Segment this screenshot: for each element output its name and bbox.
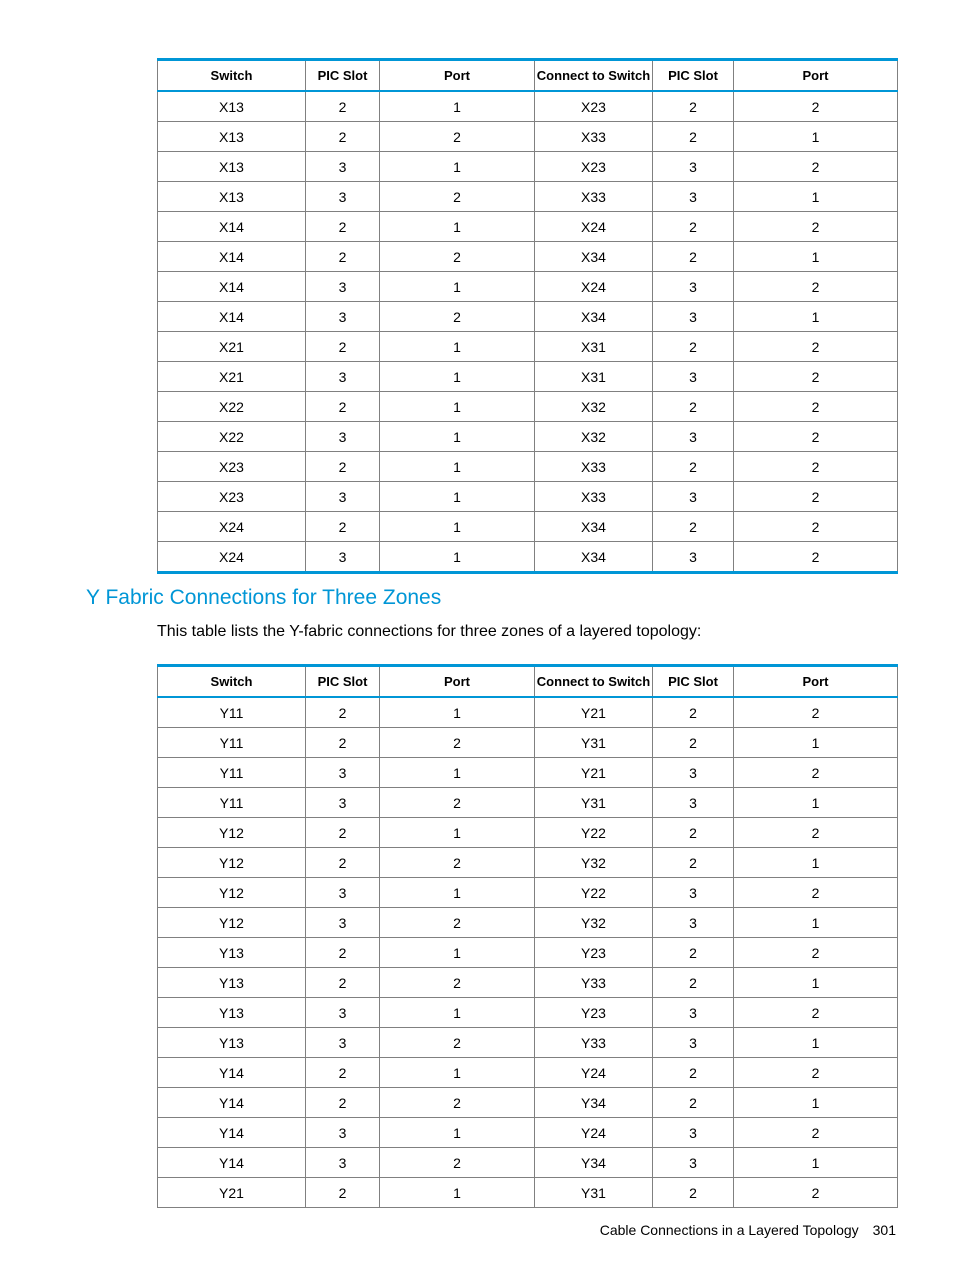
cell-pic-slot: 3 (306, 1118, 380, 1148)
cell-port: 1 (380, 1058, 535, 1088)
cell-switch: Y21 (158, 1178, 306, 1208)
table-row (158, 362, 898, 392)
col-header-port: Port (380, 666, 535, 698)
cell-switch: Y11 (158, 728, 306, 758)
cell-port: 1 (380, 758, 535, 788)
cell-connect-port: 2 (734, 512, 898, 542)
col-header-pic-slot: PIC Slot (306, 60, 380, 92)
cell-connect-pic-slot: 2 (653, 392, 734, 422)
cell-connect-pic-slot: 3 (653, 998, 734, 1028)
cell-pic-slot: 2 (306, 122, 380, 152)
cell-connect-port: 2 (734, 758, 898, 788)
cell-pic-slot: 3 (306, 998, 380, 1028)
cell-connect-switch: Y21 (535, 697, 653, 728)
cell-port: 2 (380, 122, 535, 152)
cell-pic-slot: 3 (306, 758, 380, 788)
cell-pic-slot: 3 (306, 788, 380, 818)
table-row (158, 91, 898, 122)
cell-switch: Y12 (158, 878, 306, 908)
cell-connect-pic-slot: 2 (653, 968, 734, 998)
cell-connect-pic-slot: 2 (653, 91, 734, 122)
cell-pic-slot: 3 (306, 422, 380, 452)
cell-pic-slot: 2 (306, 728, 380, 758)
cell-switch: Y11 (158, 788, 306, 818)
cell-port: 1 (380, 332, 535, 362)
cell-connect-port: 1 (734, 1088, 898, 1118)
cell-connect-pic-slot: 2 (653, 728, 734, 758)
table-row (158, 878, 898, 908)
cell-switch: X23 (158, 452, 306, 482)
table-row (158, 818, 898, 848)
cell-pic-slot: 2 (306, 212, 380, 242)
col-header-connect-to-switch: Connect to Switch (535, 666, 653, 698)
cell-connect-pic-slot: 3 (653, 758, 734, 788)
table-row (158, 272, 898, 302)
cell-port: 1 (380, 392, 535, 422)
cell-switch: Y13 (158, 938, 306, 968)
cell-port: 1 (380, 482, 535, 512)
page-number: 301 (872, 1222, 896, 1238)
table-row (158, 697, 898, 728)
cell-connect-switch: Y31 (535, 788, 653, 818)
table-row (158, 788, 898, 818)
cell-switch: X14 (158, 212, 306, 242)
cell-connect-port: 2 (734, 697, 898, 728)
cell-switch: X24 (158, 512, 306, 542)
cell-connect-pic-slot: 2 (653, 242, 734, 272)
col-header-connect-pic-slot: PIC Slot (653, 666, 734, 698)
cell-connect-switch: X34 (535, 542, 653, 573)
cell-connect-pic-slot: 3 (653, 422, 734, 452)
cell-pic-slot: 3 (306, 182, 380, 212)
cell-connect-switch: X23 (535, 152, 653, 182)
table-row (158, 1118, 898, 1148)
cell-connect-port: 2 (734, 878, 898, 908)
cell-connect-switch: X32 (535, 422, 653, 452)
cell-port: 2 (380, 968, 535, 998)
cell-connect-port: 2 (734, 91, 898, 122)
cell-connect-pic-slot: 2 (653, 938, 734, 968)
cell-switch: Y11 (158, 758, 306, 788)
cell-port: 2 (380, 182, 535, 212)
cell-port: 1 (380, 212, 535, 242)
table-row (158, 938, 898, 968)
cell-connect-pic-slot: 3 (653, 1148, 734, 1178)
cell-connect-port: 1 (734, 1148, 898, 1178)
table-row (158, 482, 898, 512)
cell-pic-slot: 2 (306, 968, 380, 998)
cell-connect-pic-slot: 3 (653, 788, 734, 818)
cell-pic-slot: 2 (306, 1178, 380, 1208)
cell-switch: X24 (158, 542, 306, 573)
cell-port: 1 (380, 878, 535, 908)
cell-connect-switch: Y34 (535, 1148, 653, 1178)
cell-switch: X21 (158, 332, 306, 362)
cell-switch: X13 (158, 182, 306, 212)
cell-connect-port: 2 (734, 818, 898, 848)
cell-connect-switch: Y23 (535, 998, 653, 1028)
cell-port: 1 (380, 272, 535, 302)
cell-connect-port: 2 (734, 482, 898, 512)
cell-pic-slot: 3 (306, 362, 380, 392)
cell-connect-port: 2 (734, 212, 898, 242)
cell-connect-switch: X33 (535, 482, 653, 512)
cell-pic-slot: 2 (306, 452, 380, 482)
cell-port: 1 (380, 452, 535, 482)
cell-switch: X14 (158, 272, 306, 302)
x-table-body (158, 91, 898, 573)
cell-connect-pic-slot: 3 (653, 908, 734, 938)
cell-port: 1 (380, 998, 535, 1028)
cell-connect-pic-slot: 2 (653, 512, 734, 542)
cell-connect-pic-slot: 2 (653, 818, 734, 848)
table-row (158, 1028, 898, 1058)
cell-connect-port: 2 (734, 542, 898, 573)
cell-connect-switch: Y24 (535, 1058, 653, 1088)
cell-port: 2 (380, 302, 535, 332)
table-row (158, 152, 898, 182)
cell-port: 1 (380, 362, 535, 392)
cell-pic-slot: 2 (306, 1088, 380, 1118)
section-intro: This table lists the Y-fabric connections for three zones of a layered topology: (157, 623, 702, 640)
cell-port: 2 (380, 1028, 535, 1058)
cell-switch: X22 (158, 392, 306, 422)
table-row (158, 392, 898, 422)
col-header-connect-port: Port (734, 666, 898, 698)
cell-connect-port: 2 (734, 938, 898, 968)
cell-switch: Y14 (158, 1088, 306, 1118)
cell-connect-pic-slot: 3 (653, 152, 734, 182)
cell-port: 1 (380, 512, 535, 542)
cell-connect-switch: Y23 (535, 938, 653, 968)
cell-pic-slot: 3 (306, 1148, 380, 1178)
cell-connect-port: 2 (734, 1178, 898, 1208)
cell-connect-pic-slot: 2 (653, 452, 734, 482)
table-row (158, 758, 898, 788)
cell-connect-switch: Y22 (535, 878, 653, 908)
cell-connect-port: 1 (734, 848, 898, 878)
table-row (158, 212, 898, 242)
cell-connect-switch: X34 (535, 242, 653, 272)
cell-port: 2 (380, 1088, 535, 1118)
cell-switch: Y13 (158, 1028, 306, 1058)
page-footer (600, 1222, 896, 1238)
cell-connect-switch: Y31 (535, 728, 653, 758)
cell-connect-pic-slot: 3 (653, 1028, 734, 1058)
table-row (158, 542, 898, 573)
cell-connect-port: 2 (734, 1118, 898, 1148)
cell-connect-pic-slot: 3 (653, 482, 734, 512)
cell-connect-pic-slot: 2 (653, 848, 734, 878)
cell-connect-port: 1 (734, 1028, 898, 1058)
cell-pic-slot: 2 (306, 332, 380, 362)
cell-connect-pic-slot: 2 (653, 697, 734, 728)
cell-connect-port: 2 (734, 392, 898, 422)
col-header-switch: Switch (158, 60, 306, 92)
cell-connect-switch: Y21 (535, 758, 653, 788)
cell-connect-pic-slot: 3 (653, 1118, 734, 1148)
table-row (158, 1148, 898, 1178)
cell-port: 2 (380, 728, 535, 758)
cell-port: 2 (380, 1148, 535, 1178)
table-header-row (158, 60, 898, 92)
cell-connect-switch: X33 (535, 452, 653, 482)
cell-connect-pic-slot: 3 (653, 362, 734, 392)
cell-connect-pic-slot: 2 (653, 1178, 734, 1208)
cell-port: 2 (380, 908, 535, 938)
cell-port: 1 (380, 152, 535, 182)
cell-connect-port: 1 (734, 968, 898, 998)
cell-port: 1 (380, 697, 535, 728)
cell-connect-switch: X31 (535, 332, 653, 362)
cell-pic-slot: 3 (306, 482, 380, 512)
cell-connect-switch: Y24 (535, 1118, 653, 1148)
cell-connect-port: 1 (734, 728, 898, 758)
cell-switch: Y12 (158, 818, 306, 848)
cell-connect-port: 2 (734, 362, 898, 392)
cell-connect-switch: X31 (535, 362, 653, 392)
cell-connect-pic-slot: 3 (653, 878, 734, 908)
cell-switch: X14 (158, 302, 306, 332)
cell-pic-slot: 3 (306, 878, 380, 908)
cell-switch: X23 (158, 482, 306, 512)
cell-pic-slot: 2 (306, 242, 380, 272)
cell-connect-switch: Y32 (535, 908, 653, 938)
cell-pic-slot: 2 (306, 697, 380, 728)
cell-connect-switch: X33 (535, 182, 653, 212)
cell-port: 1 (380, 1178, 535, 1208)
cell-switch: X14 (158, 242, 306, 272)
table-row (158, 302, 898, 332)
cell-connect-port: 2 (734, 998, 898, 1028)
cell-pic-slot: 2 (306, 392, 380, 422)
cell-switch: Y13 (158, 968, 306, 998)
table-row (158, 122, 898, 152)
col-header-switch: Switch (158, 666, 306, 698)
cell-port: 1 (380, 422, 535, 452)
cell-connect-port: 1 (734, 788, 898, 818)
footer-section-name: Cable Connections in a Layered Topology (599, 1222, 859, 1238)
cell-connect-port: 2 (734, 152, 898, 182)
cell-connect-switch: X33 (535, 122, 653, 152)
table-row (158, 968, 898, 998)
cell-port: 2 (380, 848, 535, 878)
table-row (158, 452, 898, 482)
col-header-port: Port (380, 60, 535, 92)
cell-switch: X13 (158, 122, 306, 152)
cell-pic-slot: 2 (306, 938, 380, 968)
cell-connect-pic-slot: 3 (653, 302, 734, 332)
table-row (158, 1178, 898, 1208)
cell-connect-pic-slot: 2 (653, 1058, 734, 1088)
table-row (158, 998, 898, 1028)
cell-connect-port: 1 (734, 242, 898, 272)
cell-connect-pic-slot: 3 (653, 182, 734, 212)
cell-connect-port: 2 (734, 272, 898, 302)
cell-connect-pic-slot: 3 (653, 272, 734, 302)
cell-switch: X21 (158, 362, 306, 392)
cell-port: 2 (380, 788, 535, 818)
cell-connect-port: 1 (734, 908, 898, 938)
cell-port: 1 (380, 818, 535, 848)
table-row (158, 512, 898, 542)
y-table-body (158, 697, 898, 1208)
cell-port: 1 (380, 91, 535, 122)
cell-pic-slot: 2 (306, 818, 380, 848)
table-row (158, 182, 898, 212)
cell-connect-port: 2 (734, 332, 898, 362)
cell-connect-switch: Y31 (535, 1178, 653, 1208)
cell-connect-pic-slot: 3 (653, 542, 734, 573)
cell-connect-switch: X24 (535, 272, 653, 302)
cell-pic-slot: 2 (306, 1058, 380, 1088)
col-header-connect-port: Port (734, 60, 898, 92)
cell-connect-pic-slot: 2 (653, 332, 734, 362)
cell-pic-slot: 3 (306, 152, 380, 182)
cell-connect-port: 1 (734, 302, 898, 332)
cell-pic-slot: 2 (306, 512, 380, 542)
cell-switch: X13 (158, 152, 306, 182)
cell-pic-slot: 3 (306, 1028, 380, 1058)
cell-pic-slot: 3 (306, 908, 380, 938)
cell-connect-switch: Y22 (535, 818, 653, 848)
cell-connect-switch: Y33 (535, 968, 653, 998)
table-row (158, 848, 898, 878)
cell-connect-switch: X34 (535, 302, 653, 332)
cell-switch: X22 (158, 422, 306, 452)
cell-port: 1 (380, 1118, 535, 1148)
cell-pic-slot: 3 (306, 302, 380, 332)
cell-switch: Y13 (158, 998, 306, 1028)
cell-switch: X13 (158, 91, 306, 122)
cell-pic-slot: 2 (306, 848, 380, 878)
cell-pic-slot: 3 (306, 272, 380, 302)
cell-connect-port: 1 (734, 182, 898, 212)
table-row (158, 1058, 898, 1088)
cell-connect-switch: X23 (535, 91, 653, 122)
table-row (158, 422, 898, 452)
cell-pic-slot: 3 (306, 542, 380, 573)
table-row (158, 908, 898, 938)
cell-port: 2 (380, 242, 535, 272)
cell-switch: Y12 (158, 908, 306, 938)
cell-port: 1 (380, 542, 535, 573)
cell-connect-port: 2 (734, 1058, 898, 1088)
section-title: Y Fabric Connections for Three Zones (86, 586, 442, 609)
cell-pic-slot: 2 (306, 91, 380, 122)
cell-switch: Y12 (158, 848, 306, 878)
cell-connect-switch: X32 (535, 392, 653, 422)
table-row (158, 242, 898, 272)
cell-connect-port: 1 (734, 122, 898, 152)
table-row (158, 332, 898, 362)
table-row (158, 728, 898, 758)
cell-switch: Y14 (158, 1118, 306, 1148)
y-fabric-table (157, 664, 898, 1208)
cell-port: 1 (380, 938, 535, 968)
cell-switch: Y14 (158, 1058, 306, 1088)
cell-connect-pic-slot: 2 (653, 212, 734, 242)
cell-connect-switch: X24 (535, 212, 653, 242)
cell-switch: Y14 (158, 1148, 306, 1178)
cell-connect-switch: Y32 (535, 848, 653, 878)
table-row (158, 1088, 898, 1118)
cell-connect-switch: X34 (535, 512, 653, 542)
x-fabric-table (157, 58, 898, 574)
cell-switch: Y11 (158, 697, 306, 728)
cell-connect-switch: Y33 (535, 1028, 653, 1058)
cell-connect-pic-slot: 2 (653, 1088, 734, 1118)
cell-connect-switch: Y34 (535, 1088, 653, 1118)
cell-connect-port: 2 (734, 422, 898, 452)
table-header-row (158, 666, 898, 698)
col-header-connect-to-switch: Connect to Switch (535, 60, 653, 92)
col-header-pic-slot: PIC Slot (306, 666, 380, 698)
col-header-connect-pic-slot: PIC Slot (653, 60, 734, 92)
cell-connect-pic-slot: 2 (653, 122, 734, 152)
cell-connect-port: 2 (734, 452, 898, 482)
